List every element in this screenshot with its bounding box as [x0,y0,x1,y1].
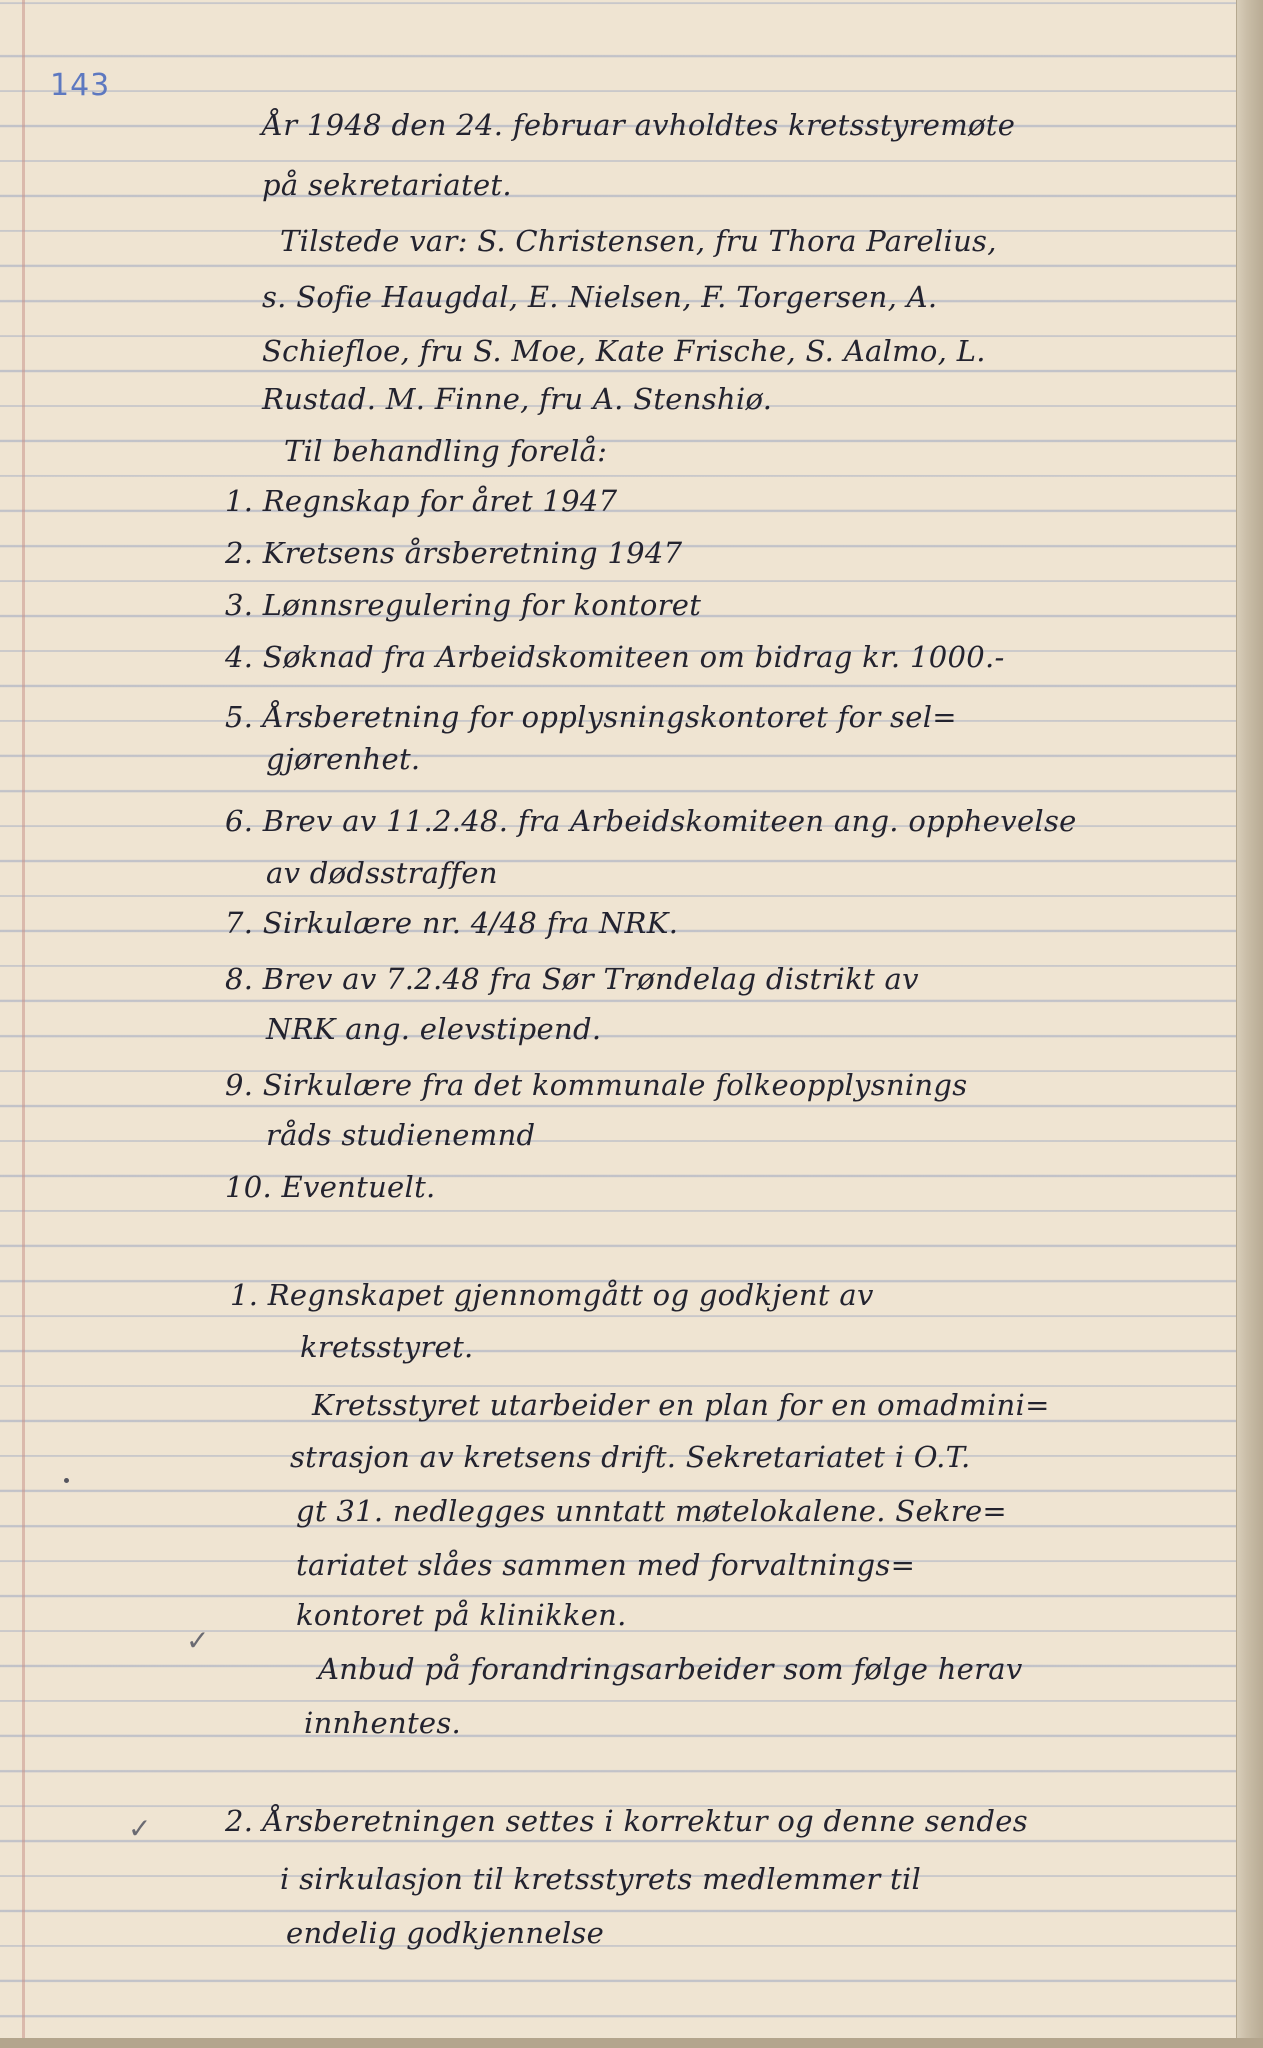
handwritten-line: År 1948 den 24. februar avholdtes kretsstyremøte [262,108,1016,142]
agenda-item: 9. Sirkulære fra det kommunale folkeopplysnings [225,1068,968,1102]
agenda-item: 6. Brev av 11.2.48. fra Arbeidskomiteen ang. opphevelse [225,804,1077,838]
agenda-item-cont: av dødsstraffen [266,856,498,890]
agenda-item: 2. Kretsens årsberetning 1947 [225,536,683,570]
page-edge-right [1236,0,1263,2048]
agenda-item-cont: NRK ang. elevstipend. [266,1012,602,1046]
minutes-line: innhentes. [304,1706,462,1740]
handwritten-line: Schiefloe, fru S. Moe, Kate Frische, S. Aalmo, L. [262,334,986,368]
check-mark-icon: ✓ [186,1624,210,1657]
minutes-line: 2. Årsberetningen settes i korrektur og denne sendes [225,1804,1028,1838]
minutes-line: endelig godkjennelse [286,1916,605,1950]
handwritten-line: s. Sofie Haugdal, E. Nielsen, F. Torgersen, A. [262,280,938,314]
minutes-line: gt 31. nedlegges unntatt møtelokalene. Sekre= [296,1494,1008,1528]
agenda-item-cont: råds studienemnd [266,1118,536,1152]
handwritten-line: Tilstede var: S. Christensen, fru Thora Parelius, [280,224,997,258]
agenda-item: 3. Lønnsregulering for kontoret [225,588,702,622]
margin-rule [22,0,25,2048]
page-edge-bottom [0,2038,1263,2048]
agenda-item: 4. Søknad fra Arbeidskomiteen om bidrag kr. 1000.- [225,640,1005,674]
ink-dot [64,1478,69,1483]
minutes-line: Anbud på forandringsarbeider som følge herav [318,1652,1023,1686]
agenda-item-cont: gjørenhet. [266,742,421,776]
minutes-line: Kretsstyret utarbeider en plan for en omadmini= [312,1388,1050,1422]
agenda-item: 5. Årsberetning for opplysningskontoret for sel= [225,700,957,734]
minutes-line: i sirkulasjon til kretsstyrets medlemmer til [280,1862,922,1896]
check-mark-icon: ✓ [128,1812,152,1845]
agenda-item: 8. Brev av 7.2.48 fra Sør Trøndelag distrikt av [225,962,919,996]
minutes-line: kretsstyret. [300,1330,474,1364]
page-number: 143 [50,68,111,103]
minutes-line: strasjon av kretsens drift. Sekretariatet i O.T. [290,1440,971,1474]
agenda-item: 7. Sirkulære nr. 4/48 fra NRK. [225,906,679,940]
minutes-line: kontoret på klinikken. [296,1598,627,1632]
agenda-item: 10. Eventuelt. [225,1170,436,1204]
minutes-line: 1. Regnskapet gjennomgått og godkjent av [230,1278,874,1312]
minutes-line: tariatet slåes sammen med forvaltnings= [296,1548,916,1582]
handwritten-line: Til behandling forelå: [284,434,608,468]
agenda-item: 1. Regnskap for året 1947 [225,484,618,518]
handwritten-line: på sekretariatet. [262,168,512,202]
handwritten-line: Rustad. M. Finne, fru A. Stenshiø. [262,382,773,416]
